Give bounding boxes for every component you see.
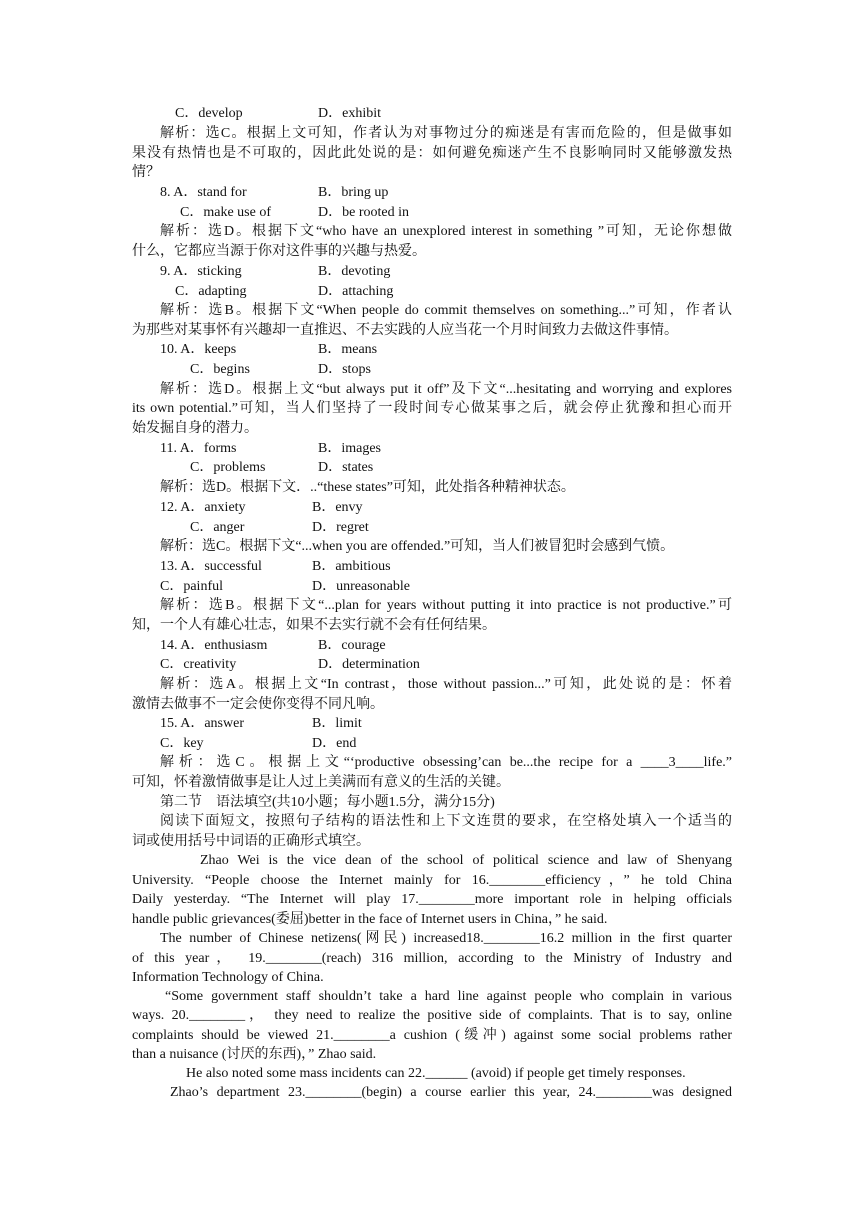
- q13-explanation-line-2: 知，一个人有雄心壮志，如果不去实行就不会有任何结果。: [132, 618, 496, 633]
- passage-line-9: ways. 20.________， they need to realize the positive side of complaints. That is to say, online: [132, 1008, 732, 1023]
- q13-option-b: B．ambitious: [312, 559, 391, 574]
- passage-line-3: Daily yesterday. “The Internet will play 17.________more important role in helping officials: [132, 892, 732, 907]
- q14-option-d: D．determination: [318, 657, 420, 672]
- passage-line-11: than a nuisance (讨厌的东西)，” Zhao said.: [132, 1047, 377, 1062]
- q8-option-b: B．bring up: [318, 185, 389, 200]
- q7-explanation-line-2: 果没有热情也是不可取的，因此此处说的是：如何避免痴迷产生不良影响同时又能够激发热: [132, 146, 732, 161]
- q7-option-c: C．develop: [175, 106, 243, 121]
- q14-explanation-line-2: 激情去做事不一定会使你变得不同凡响。: [132, 697, 384, 712]
- section-instructions-line-2: 词或使用括号中词语的正确形式填空。: [132, 834, 370, 849]
- q12-option-c: C．anger: [190, 520, 245, 535]
- q15-option-c: C．key: [160, 736, 204, 751]
- q12-explanation-line-1: 解析：选C。根据下文“...when you are offended.”可知，当人们被冒犯时会感到气愤。: [160, 539, 675, 554]
- q10-explanation-line-1: 解析：选D。根据上文“but always put it off”及下文“...hesitating and worrying and explores: [160, 382, 732, 397]
- q12-option-b: B．envy: [312, 500, 363, 515]
- passage-line-4: handle public grievances(委屈)better in the face of Internet users in China，” he said.: [132, 912, 608, 927]
- q15-option-d: D．end: [312, 736, 357, 751]
- q15-explanation-line-1: 解析：选C。根据上文“‘productive obsessing’can be...the recipe for a ____3____life.”: [160, 755, 732, 770]
- q9-explanation-line-1: 解析：选B。根据下文“When people do commit themselves on something...”可知，作者认: [160, 303, 732, 318]
- passage-line-5: The number of Chinese netizens(网民) increased18.________16.2 million in the first quarter: [160, 931, 732, 946]
- q13-option-c: C．painful: [160, 579, 223, 594]
- q8-explanation-line-1: 解析：选D。根据下文“who have an unexplored interest in something ”可知，无论你想做: [160, 224, 732, 239]
- q10-option-b: B．means: [318, 342, 378, 357]
- q9-option-a: 9. A．sticking: [160, 264, 242, 279]
- passage-line-12: He also noted some mass incidents can 22.______ (avoid) if people get timely responses.: [186, 1066, 686, 1081]
- q7-explanation-line-3: 情？: [132, 165, 160, 180]
- q13-option-d: D．unreasonable: [312, 579, 410, 594]
- q14-explanation-line-1: 解析：选A。根据上文“In contrast，those without passion...”可知，此处说的是：怀着: [160, 677, 732, 692]
- q8-option-d: D．be rooted in: [318, 205, 409, 220]
- q7-option-d: D．exhibit: [318, 106, 381, 121]
- q15-explanation-line-2: 可知，怀着激情做事是让人过上美满而有意义的生活的关键。: [132, 775, 510, 790]
- passage-line-6: of this year， 19.________(reach) 316 million, according to the Ministry of Industry and: [132, 951, 732, 966]
- q7-explanation-line-1: 解析：选C。根据上文可知，作者认为对事物过分的痴迷是有害而危险的，但是做事如: [160, 126, 732, 141]
- q15-option-b: B．limit: [312, 716, 362, 731]
- q10-option-a: 10. A．keeps: [160, 342, 237, 357]
- passage-line-7: Information Technology of China.: [132, 970, 324, 985]
- q15-option-a: 15. A．answer: [160, 716, 244, 731]
- q14-option-a: 14. A．enthusiasm: [160, 638, 268, 653]
- q8-explanation-line-2: 什么，它都应当源于你对这件事的兴趣与热爱。: [132, 244, 426, 259]
- section-instructions-line-1: 阅读下面短文，按照句子结构的语法性和上下文连贯的要求，在空格处填入一个适当的: [160, 814, 732, 829]
- q11-option-a: 11. A．forms: [160, 441, 237, 456]
- q13-option-a: 13. A．successful: [160, 559, 262, 574]
- q14-option-c: C．creativity: [160, 657, 237, 672]
- passage-line-13: Zhao’s department 23.________(begin) a course earlier this year, 24.________was designed: [170, 1085, 732, 1100]
- q11-option-d: D．states: [318, 460, 374, 475]
- q11-option-c: C．problems: [190, 460, 266, 475]
- q9-explanation-line-2: 为那些对某事怀有兴趣却一直推迟、不去实践的人应当花一个月时间致力去做这件事情。: [132, 323, 678, 338]
- q12-option-a: 12. A．anxiety: [160, 500, 246, 515]
- q11-explanation-line-1: 解析：选D。根据下文．..“these states”可知，此处指各种精神状态。: [160, 480, 575, 495]
- q9-option-b: B．devoting: [318, 264, 391, 279]
- passage-line-8: “Some government staff shouldn’t take a hard line against people who complain in various: [165, 989, 732, 1004]
- passage-line-1: Zhao Wei is the vice dean of the school of political science and law of Shenyang: [200, 853, 732, 868]
- section-title: 第二节 语法填空(共10小题；每小题1.5分，满分15分): [160, 795, 495, 810]
- q10-option-d: D．stops: [318, 362, 371, 377]
- q10-explanation-line-3: 始发掘自身的潜力。: [132, 421, 258, 436]
- q12-option-d: D．regret: [312, 520, 369, 535]
- q8-option-c: C．make use of: [180, 205, 271, 220]
- passage-line-10: complaints should be viewed 21.________a cushion (缓冲) against some social problems rather: [132, 1028, 732, 1043]
- q11-option-b: B．images: [318, 441, 381, 456]
- passage-line-2: University. “People choose the Internet mainly for 16.________efficiency，” he told China: [132, 873, 732, 888]
- q9-option-c: C．adapting: [175, 284, 247, 299]
- q14-option-b: B．courage: [318, 638, 386, 653]
- q8-option-a: 8. A．stand for: [160, 185, 247, 200]
- q9-option-d: D．attaching: [318, 284, 394, 299]
- q10-explanation-line-2: its own potential.”可知，当人们坚持了一段时间专心做某事之后，就会停止犹豫和担心而开: [132, 401, 732, 416]
- q13-explanation-line-1: 解析：选B。根据下文“...plan for years without putting it into practice is not productive.”可: [160, 598, 732, 613]
- q10-option-c: C．begins: [190, 362, 250, 377]
